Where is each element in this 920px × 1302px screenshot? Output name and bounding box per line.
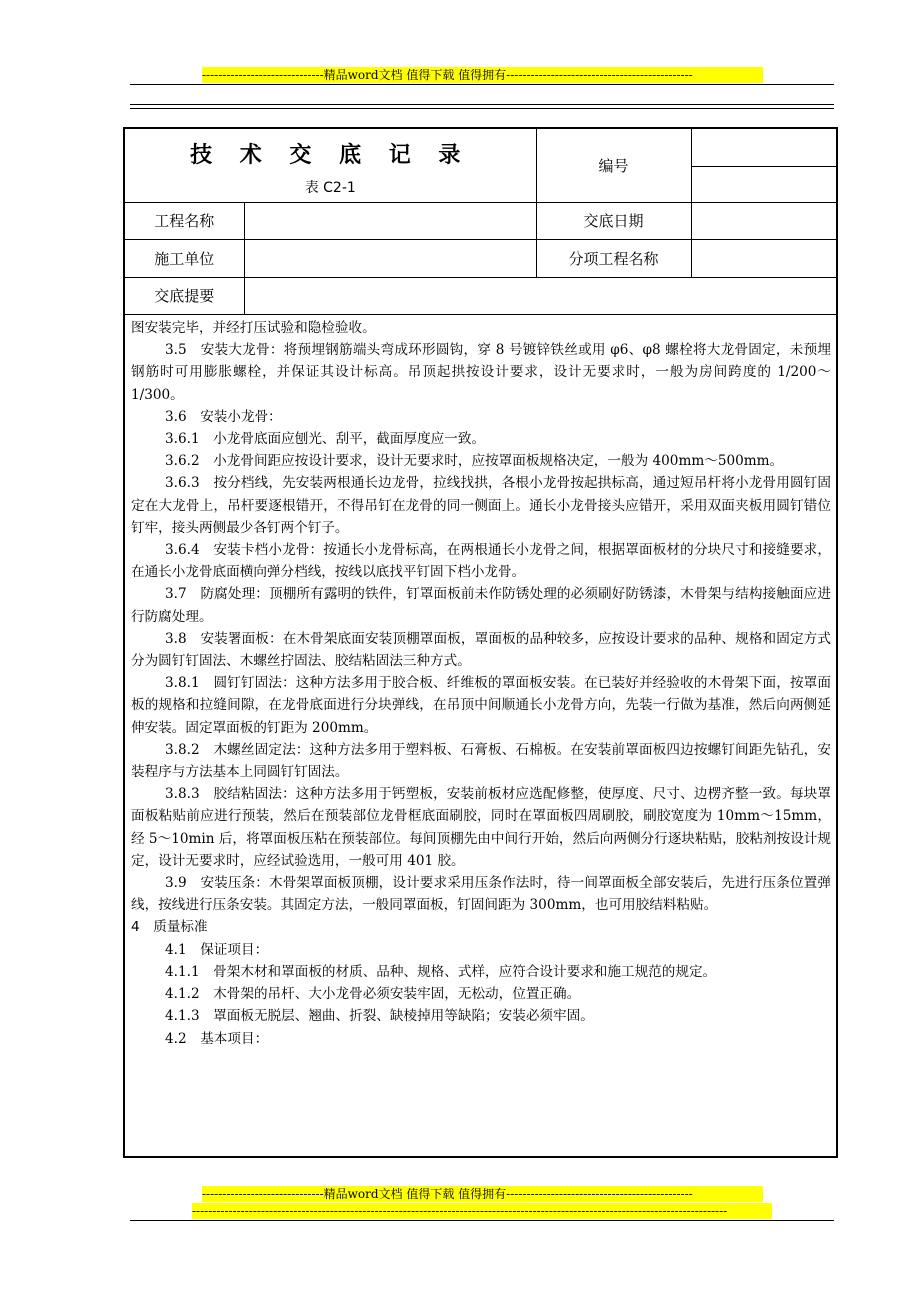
paragraph: 3.6.3 按分档线，先安装两根通长边龙骨，拉线找拱，各根小龙骨按起拱标高，通过短吊杆将小龙骨用圆钉固定在大龙骨上，吊杆要逐根错开，不得吊钉在龙骨的同一侧面上。通长小龙骨接头应错开，采用双面夹板用圆钉错位钉牢，接头两侧最少各钉两个钉子。 [131, 475, 831, 536]
paragraph: 3.5 安装大龙骨：将预埋钢筋端头弯成环形圆钩，穿 8 号镀锌铁丝或用 φ6、φ8 螺栓将大龙骨固定，未预埋钢筋时可用膨胀螺栓，并保证其设计标高。吊顶起拱按设计要求，设计无要求时，一般为房间跨度的 1/200～1/300。 [131, 342, 831, 403]
paragraph: 图安装完毕，并经打压试验和隐检验收。 [131, 320, 376, 336]
paragraph: 4.1 保证项目： [165, 941, 269, 958]
summary-value [244, 277, 836, 314]
summary-label: 交底提要 [125, 277, 244, 314]
construction-unit-label: 施工单位 [125, 239, 244, 277]
paragraph: 3.7 防腐处理：顶棚所有露明的铁件，钉罩面板前未作防锈处理的必须刷好防锈漆，木骨架与结构接触面应进行防腐处理。 [131, 586, 831, 625]
paragraph: 4.2 基本项目： [165, 1030, 269, 1047]
project-name-label: 工程名称 [125, 202, 244, 239]
paragraph: 3.8.2 木螺丝固定法：这种方法多用于塑料板、石膏板、石棉板。在安装前罩面板四边按螺钉间距先钻孔，安装程序与方法基本上同圆钉钉固法。 [131, 741, 831, 781]
top-rule-3 [130, 108, 834, 109]
paragraph: 3.6.2 小龙骨间距应按设计要求，设计无要求时，应按罩面板规格决定，一般为 400mm～500mm。 [165, 453, 784, 470]
top-rule-1 [130, 84, 834, 85]
construction-unit-value [244, 239, 536, 277]
number-value-1 [691, 129, 836, 166]
header-table [125, 129, 836, 315]
form-number: 表 C2-1 [304, 179, 356, 196]
paragraph: 3.8 安装署面板：在木骨架底面安装顶棚罩面板，罩面板的品种较多，应按设计要求的品种、规格和固定方式分为圆钉钉固法、木螺丝拧固法、胶结粘固法三种方式。 [131, 630, 831, 670]
bottom-banner: ------------------------------精品word文档 值得下载 值得拥有---------------------------------------------- [202, 1186, 763, 1202]
top-banner: ------------------------------精品word文档 值得下载 值得拥有---------------------------------------------- [202, 67, 763, 83]
number-label: 编号 [536, 129, 691, 202]
title-cell [125, 129, 536, 202]
paragraph: 3.6 安装小龙骨： [165, 408, 282, 425]
sub-project-label: 分项工程名称 [536, 239, 691, 277]
body-text [131, 317, 831, 1050]
date-label: 交底日期 [536, 202, 691, 239]
paragraph: 3.8.1 圆钉钉固法：这种方法多用于胶合板、纤维板的罩面板安装。在已装好并经验收的木骨架下面，按罩面板的规格和拉缝间隙，在龙骨底面进行分块弹线，在吊顶中间顺通长小龙骨方向，先装一行做为基准，然后向两侧延伸安装。固定罩面板的钉距为 200mm。 [131, 675, 831, 736]
date-value [691, 202, 836, 239]
bottom-banner-dashes: ------------------------------------------------------------------------------------------------------------------------------------ [192, 1203, 772, 1219]
project-name-value [244, 202, 536, 239]
paragraph: 4.1.3 罩面板无脱层、翘曲、折裂、缺棱掉用等缺陷；安装必须牢固。 [165, 1008, 594, 1025]
bottom-rule [130, 1220, 834, 1221]
record-frame [123, 127, 838, 1158]
paragraph: 3.6.1 小龙骨底面应刨光、刮平，截面厚度应一致。 [165, 431, 486, 448]
paragraph: 3.9 安装压条：木骨架罩面板顶棚，设计要求采用压条作法时，待一间罩面板全部安装后，先进行压条位置弹线，按线进行压条安装。其固定方法，一般同罩面板，钉固间距为 300mm，也可用胶结料粘贴。 [131, 875, 831, 914]
paragraph: 4.1.2 木骨架的吊杆、大小龙骨必须安装牢固，无松动，位置正确。 [165, 986, 581, 1003]
document-title: 技 术 交 底 记 录 [190, 142, 471, 168]
paragraph: 4.1.1 骨架木材和罩面板的材质、品种、规格、式样，应符合设计要求和施工规范的规定。 [165, 963, 717, 980]
paragraph: 3.6.4 安装卡档小龙骨：按通长小龙骨标高，在两根通长小龙骨之间，根据罩面板材的分块尺寸和接缝要求，在通长小龙骨底面横向弹分档线，按线以底找平钉固下档小龙骨。 [131, 542, 831, 581]
paragraph: 3.8.3 胶结粘固法：这种方法多用于钙塑板，安装前板材应选配修整，使厚度、尺寸、边楞齐整一致。每块罩面板粘贴前应进行预装，然后在预装部位龙骨框底面刷胶，同时在罩面板四周刷胶，刷胶宽度为 10mm～15mm，经 5～10min 后，将罩面板压粘在预装部位。每间顶棚先由中间行开始，然后向两侧分行逐块粘贴，胶粘剂按设计规定，设计无要求时，应经试验选用，一般可用 401 胶。 [131, 786, 831, 869]
sub-project-value [691, 239, 836, 277]
number-value-2 [691, 166, 836, 202]
section-heading: 4 质量标准 [131, 919, 208, 936]
top-rule-2 [130, 104, 834, 105]
